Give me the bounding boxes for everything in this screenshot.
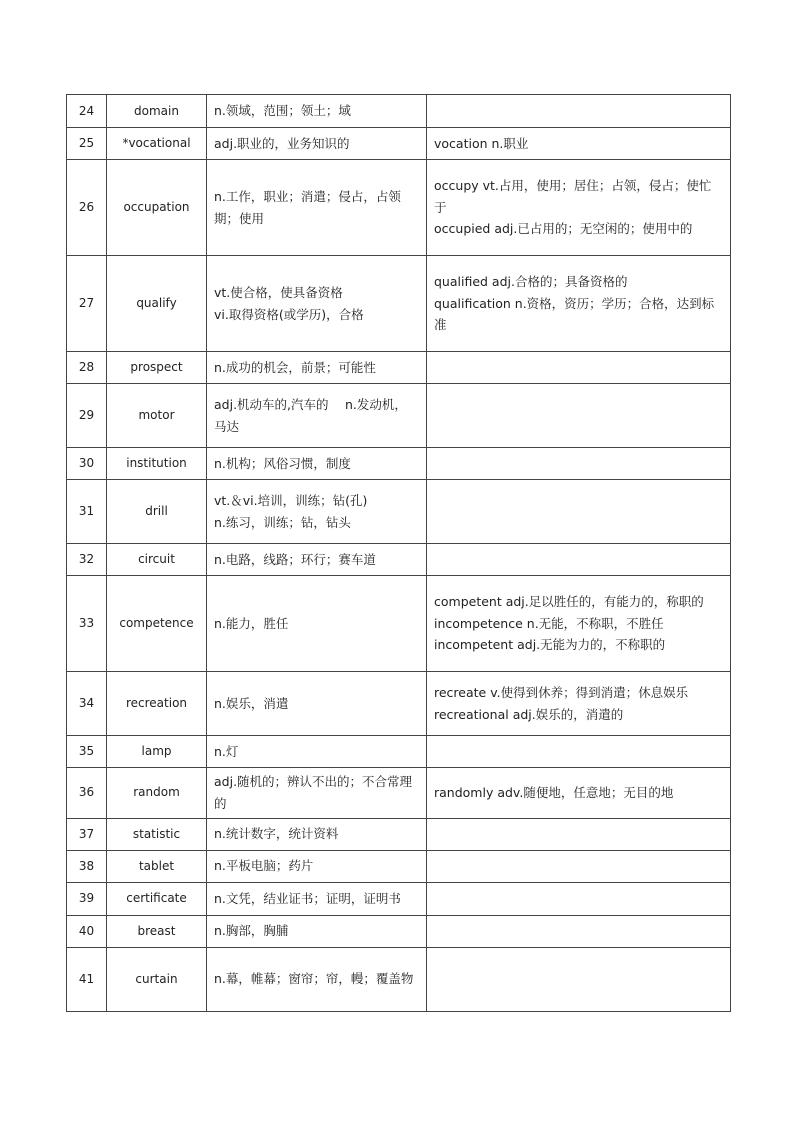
row-number: 36: [67, 768, 107, 819]
word-meaning: n.成功的机会，前景；可能性: [214, 359, 376, 375]
word-meaning: adj.随机的；辨认不出的；不合常理的: [214, 774, 413, 811]
word-derivatives-cell: [427, 850, 731, 882]
table-row: [67, 915, 731, 947]
vocab-word: statistic: [107, 818, 207, 850]
table-row: [67, 818, 731, 850]
table-row: [67, 384, 731, 448]
word-meaning: adj.机动车的,汽车的 n.发动机，马达: [214, 396, 407, 434]
word-derivatives-cell: [427, 915, 731, 947]
table-row: [67, 352, 731, 384]
table-row: [67, 850, 731, 882]
table-row: [67, 95, 731, 128]
word-derivatives-cell: [427, 256, 731, 352]
word-meaning-cell: [207, 448, 427, 480]
word-meaning-cell: [207, 256, 427, 352]
table-row: [67, 882, 731, 915]
table-row: [67, 768, 731, 819]
vocab-word: competence: [107, 576, 207, 672]
row-number: 28: [67, 352, 107, 384]
table-row: [67, 480, 731, 544]
word-derivative: randomly adv.随便地，任意地；无目的地: [434, 784, 674, 800]
word-meaning: n.幕，帷幕；窗帘；帘，幔；覆盖物: [214, 971, 414, 987]
table-row: [67, 448, 731, 480]
word-meaning: n.领域，范围；领土；域: [214, 103, 351, 119]
word-derivatives-cell: [427, 448, 731, 480]
word-derivative: recreate v.使得到休养；得到消遣；休息娱乐: [434, 684, 689, 700]
word-meaning: adj.职业的，业务知识的: [214, 135, 350, 151]
vocab-word: drill: [107, 480, 207, 544]
word-meaning: n.娱乐，消遣: [214, 695, 289, 711]
word-meaning: n.文凭，结业证书；证明，证明书: [214, 890, 401, 906]
row-number: 37: [67, 818, 107, 850]
vocab-word: recreation: [107, 672, 207, 736]
row-number: 38: [67, 850, 107, 882]
word-derivatives-cell: [427, 768, 731, 819]
word-derivatives-cell: [427, 128, 731, 160]
word-meaning-cell: [207, 768, 427, 819]
row-number: 24: [67, 95, 107, 128]
row-number: 25: [67, 128, 107, 160]
word-meaning-cell: [207, 882, 427, 915]
word-meaning-cell: [207, 850, 427, 882]
vocab-word: institution: [107, 448, 207, 480]
word-meaning-cell: [207, 95, 427, 128]
table-row: [67, 672, 731, 736]
vocab-word: prospect: [107, 352, 207, 384]
word-derivatives-cell: [427, 947, 731, 1011]
vocab-word: motor: [107, 384, 207, 448]
word-meaning-cell: [207, 818, 427, 850]
vocab-word: breast: [107, 915, 207, 947]
word-derivative: incompetent adj.无能为力的，不称职的: [434, 637, 666, 653]
vocab-word: certificate: [107, 882, 207, 915]
word-meaning-cell: [207, 480, 427, 544]
row-number: 29: [67, 384, 107, 448]
table-row: [67, 128, 731, 160]
vocabulary-table: [66, 94, 731, 1012]
word-derivatives-cell: [427, 736, 731, 768]
row-number: 26: [67, 160, 107, 256]
word-derivatives-cell: [427, 544, 731, 576]
word-meaning: vi.取得资格(或学历)，合格: [214, 306, 364, 322]
row-number: 30: [67, 448, 107, 480]
vocab-word: circuit: [107, 544, 207, 576]
table-row: [67, 576, 731, 672]
vocab-word: domain: [107, 95, 207, 128]
word-meaning: n.练习，训练；钻，钻头: [214, 514, 351, 530]
vocabulary-table-body: [67, 95, 731, 1012]
word-meaning: n.电路，线路；环行；赛车道: [214, 551, 376, 567]
word-derivative: competent adj.足以胜任的，有能力的，称职的: [434, 593, 704, 609]
word-meaning-cell: [207, 544, 427, 576]
word-derivative: occupied adj.已占用的；无空闲的；使用中的: [434, 221, 693, 237]
vocab-word: *vocational: [107, 128, 207, 160]
row-number: 33: [67, 576, 107, 672]
word-meaning-cell: [207, 736, 427, 768]
word-derivative: vocation n.职业: [434, 135, 529, 151]
word-derivatives-cell: [427, 480, 731, 544]
word-meaning-cell: [207, 915, 427, 947]
word-meaning: n.能力，胜任: [214, 615, 289, 631]
word-derivatives-cell: [427, 160, 731, 256]
word-derivatives-cell: [427, 882, 731, 915]
word-meaning-cell: [207, 947, 427, 1011]
word-derivatives-cell: [427, 672, 731, 736]
word-meaning-cell: [207, 576, 427, 672]
word-derivative: incompetence n.无能，不称职，不胜任: [434, 615, 664, 631]
word-derivatives-cell: [427, 384, 731, 448]
word-meaning: n.胸部，胸脯: [214, 923, 289, 939]
table-row: [67, 544, 731, 576]
word-derivative: qualification n.资格，资历；学历；合格，达到标准: [434, 295, 715, 333]
word-meaning-cell: [207, 384, 427, 448]
word-meaning: n.灯: [214, 743, 239, 759]
row-number: 41: [67, 947, 107, 1011]
vocab-word: qualify: [107, 256, 207, 352]
word-meaning: vt.使合格，使具备资格: [214, 284, 343, 300]
word-meaning: n.统计数字，统计资料: [214, 826, 339, 842]
word-derivatives-cell: [427, 818, 731, 850]
word-meaning-cell: [207, 128, 427, 160]
row-number: 32: [67, 544, 107, 576]
word-meaning-cell: [207, 352, 427, 384]
row-number: 34: [67, 672, 107, 736]
word-derivative: occupy vt.占用，使用；居住；占领，侵占；使忙于: [434, 177, 712, 215]
row-number: 40: [67, 915, 107, 947]
word-derivative: recreational adj.娱乐的，消遣的: [434, 706, 624, 722]
row-number: 39: [67, 882, 107, 915]
word-derivative: qualified adj.合格的；具备资格的: [434, 273, 628, 289]
table-row: [67, 160, 731, 256]
word-derivatives-cell: [427, 576, 731, 672]
word-meaning: n.机构；风俗习惯，制度: [214, 455, 351, 471]
word-derivatives-cell: [427, 352, 731, 384]
table-row: [67, 256, 731, 352]
table-row: [67, 736, 731, 768]
word-meaning: n.平板电脑；药片: [214, 858, 314, 874]
word-meaning: n.工作，职业；消遣；侵占，占领期；使用: [214, 188, 401, 226]
vocab-word: random: [107, 768, 207, 819]
row-number: 35: [67, 736, 107, 768]
word-meaning-cell: [207, 672, 427, 736]
row-number: 27: [67, 256, 107, 352]
vocab-word: lamp: [107, 736, 207, 768]
vocab-word: tablet: [107, 850, 207, 882]
vocab-word: occupation: [107, 160, 207, 256]
word-derivatives-cell: [427, 95, 731, 128]
row-number: 31: [67, 480, 107, 544]
table-row: [67, 947, 731, 1011]
vocab-word: curtain: [107, 947, 207, 1011]
word-meaning-cell: [207, 160, 427, 256]
word-meaning: vt.＆vi.培训，训练；钻(孔): [214, 492, 368, 508]
